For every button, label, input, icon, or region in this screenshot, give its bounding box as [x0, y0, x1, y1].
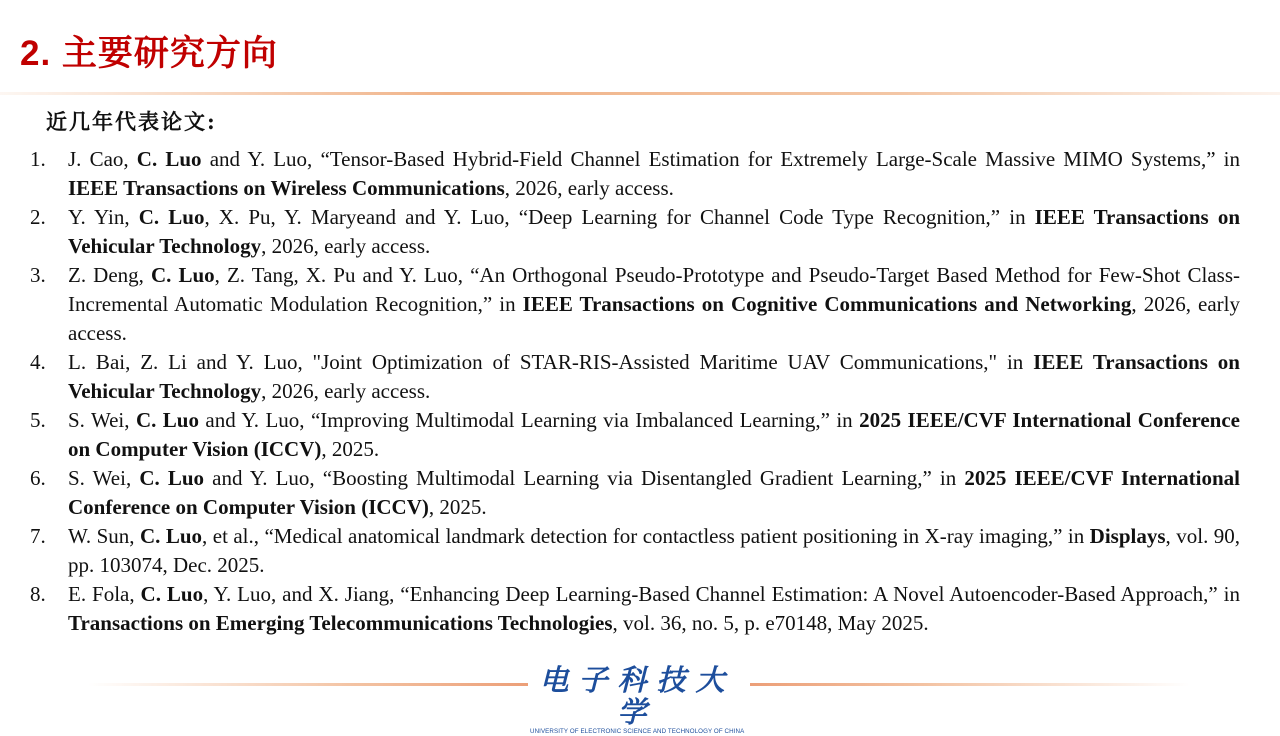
- paper-number: 3.: [30, 263, 46, 287]
- paper-number: 5.: [30, 408, 46, 432]
- paper-text-bold: C. Luo: [139, 524, 203, 548]
- paper-text: , 2026, early access.: [261, 379, 431, 403]
- paper-text-bold: C. Luo: [138, 205, 205, 229]
- paper-text-bold: IEEE Transactions on Wireless Communications: [68, 176, 505, 200]
- footer-divider-right: [750, 683, 1190, 686]
- paper-text: and Y. Luo, “Boosting Multimodal Learning via Disentangled Gradient Learning,” in: [204, 466, 965, 490]
- university-logo: [530, 663, 745, 735]
- paper-item: [30, 522, 1240, 580]
- paper-text-bold: C. Luo: [150, 263, 215, 287]
- paper-text: , 2025.: [321, 437, 380, 461]
- paper-text: , 2026, early access.: [504, 176, 674, 200]
- paper-text: Z. Deng,: [68, 263, 151, 287]
- paper-item: [30, 464, 1240, 522]
- paper-text: , 2026, early access.: [68, 292, 1240, 345]
- paper-text: S. Wei,: [68, 466, 140, 490]
- paper-text: J. Cao,: [68, 147, 137, 171]
- paper-text-bold: Transactions on Emerging Telecommunications Technologies: [68, 611, 613, 635]
- paper-text: , 2025.: [428, 495, 487, 519]
- paper-text-bold: C. Luo: [139, 466, 205, 490]
- paper-number: 1.: [30, 147, 46, 171]
- paper-text-bold: C. Luo: [140, 582, 204, 606]
- paper-text: and Y. Luo, “Tensor-Based Hybrid-Field Channel Estimation for Extremely Large-Scale Massive MIMO Systems,” in: [201, 147, 1240, 171]
- logo-chinese-name: 电子科技大学: [539, 663, 735, 729]
- paper-text: Y. Yin,: [68, 205, 139, 229]
- paper-text-bold: C. Luo: [135, 408, 199, 432]
- title-divider: [0, 92, 1280, 95]
- paper-item: [30, 406, 1240, 464]
- logo-english-name: UNIVERSITY OF ELECTRONIC SCIENCE AND TECHNOLOGY OF CHINA: [530, 728, 745, 735]
- paper-item: [30, 145, 1240, 203]
- paper-item: [30, 348, 1240, 406]
- paper-text-bold: 2025 IEEE/CVF International Conference on Computer Vision (ICCV): [68, 466, 1240, 519]
- paper-text-bold: IEEE Transactions on Vehicular Technology: [68, 205, 1240, 258]
- paper-text: , Z. Tang, X. Pu and Y. Luo, “An Orthogonal Pseudo-Prototype and Pseudo-Target Based Method for Few-Shot Class-Incremental Automatic Modulation Recognition,” in: [68, 263, 1240, 316]
- paper-text: E. Fola,: [68, 582, 141, 606]
- paper-number: 7.: [30, 524, 46, 548]
- paper-text: W. Sun,: [68, 524, 140, 548]
- paper-text-bold: C. Luo: [136, 147, 202, 171]
- paper-text: , X. Pu, Y. Maryeand and Y. Luo, “Deep Learning for Channel Code Type Recognition,” in: [204, 205, 1035, 229]
- paper-item: [30, 580, 1240, 638]
- paper-text: , et al., “Medical anatomical landmark detection for contactless patient positioning in X-ray imaging,” in: [202, 524, 1090, 548]
- paper-text-bold: Displays: [1089, 524, 1166, 548]
- paper-text: L. Bai, Z. Li and Y. Luo, "Joint Optimization of STAR-RIS-Assisted Maritime UAV Communications," in: [68, 350, 1034, 374]
- paper-number: 6.: [30, 466, 46, 490]
- paper-text: and Y. Luo, “Improving Multimodal Learning via Imbalanced Learning,” in: [198, 408, 860, 432]
- section-subtitle: 近几年代表论文:: [46, 109, 217, 134]
- paper-text: S. Wei,: [68, 408, 136, 432]
- paper-text: , 2026, early access.: [261, 234, 431, 258]
- paper-list: [30, 145, 1240, 638]
- paper-text-bold: IEEE Transactions on Vehicular Technology: [68, 350, 1240, 403]
- paper-number: 8.: [30, 582, 46, 606]
- paper-text: , vol. 36, no. 5, p. e70148, May 2025.: [612, 611, 929, 635]
- paper-text: , vol. 90, pp. 103074, Dec. 2025.: [68, 524, 1241, 577]
- paper-item: [30, 203, 1240, 261]
- paper-number: 2.: [30, 205, 46, 229]
- paper-text-bold: 2025 IEEE/CVF International Conference on Computer Vision (ICCV): [68, 408, 1241, 461]
- paper-text-bold: IEEE Transactions on Cognitive Communications and Networking: [522, 292, 1132, 316]
- paper-text: , Y. Luo, and X. Jiang, “Enhancing Deep Learning-Based Channel Estimation: A Novel Autoencoder-Based Approach,” in: [203, 582, 1240, 606]
- footer-divider-left: [88, 683, 528, 686]
- paper-item: [30, 261, 1240, 348]
- paper-number: 4.: [30, 350, 46, 374]
- slide-title: 2. 主要研究方向: [20, 34, 278, 73]
